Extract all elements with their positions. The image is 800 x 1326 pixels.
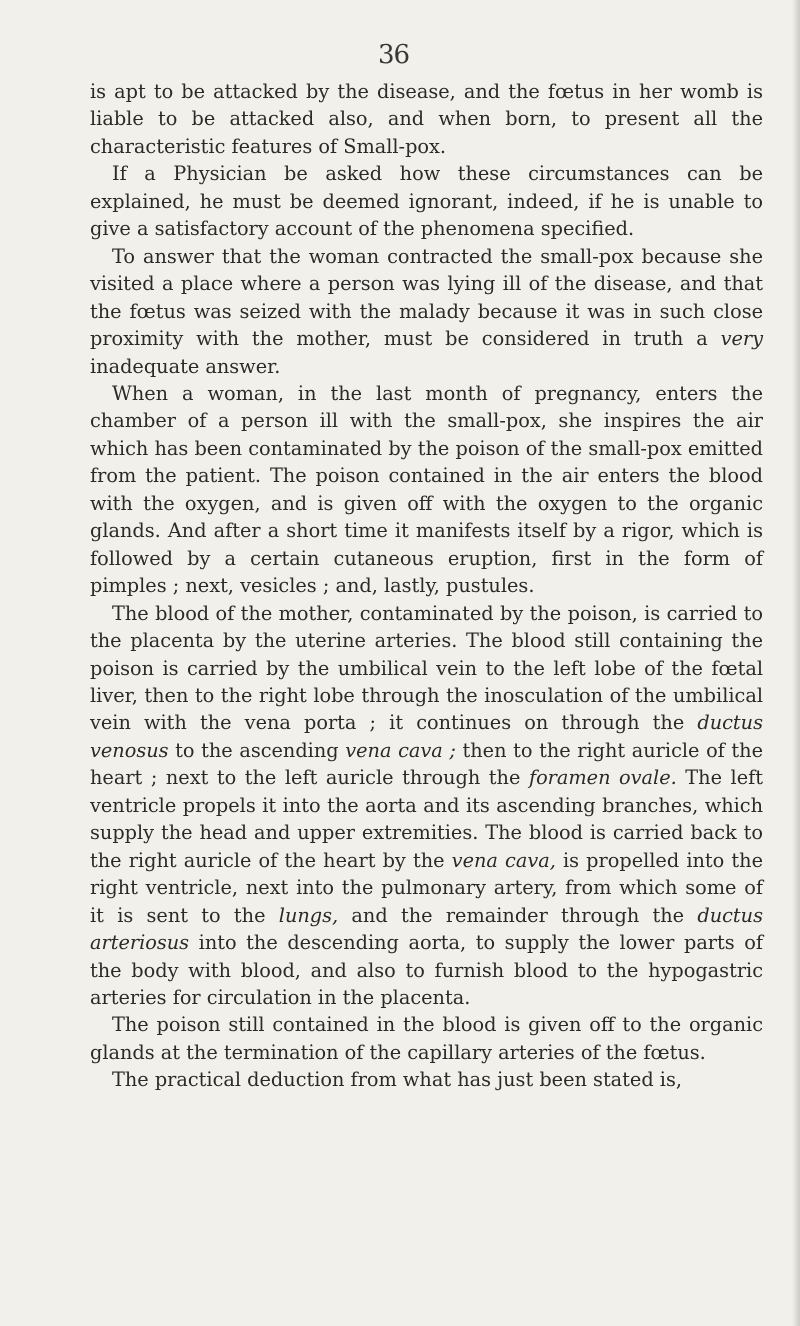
page-edge-shadow xyxy=(792,0,800,1326)
paragraph-5-text: The blood of the mother, contaminated by the poison, is carried to the placenta by the uterine arteries. The blood still containing the poison is carried by the umbilical vein to the left lobe of the fœtal liver, then to the right lobe through the inosculation of the umbilical vein with the vena porta ; it continues on through the xyxy=(90,601,763,735)
paragraph-5 xyxy=(90,600,763,1012)
paragraph-6: The poison still contained in the blood is given off to the organic glands at the termination of the capillary arteries of the fœtus. xyxy=(90,1013,763,1064)
paragraph-5-t5: and the remainder through the xyxy=(338,903,698,927)
term-vena-cava-2: vena cava, xyxy=(451,848,556,872)
page-number: 36 xyxy=(378,40,410,70)
paragraph-7: The practical deduction from what has just been stated is, xyxy=(112,1068,683,1092)
term-foramen-ovale: foramen ovale. xyxy=(528,766,677,790)
paragraph-5-t4: is propelled into the right ventricle, next into the pulmonary artery, from which some of it is sent to the xyxy=(90,848,763,927)
paragraph-3-text: To answer that the woman contracted the small-pox because she visited a place where a person was lying ill of the disease, and that the fœtus was seized with the malady because it was in such close proximity with the mother, must be considered in truth a xyxy=(90,244,763,351)
paragraph-5-t2: then to the right auricle of the heart ; next to the left auricle through the xyxy=(90,738,763,790)
term-lungs: lungs, xyxy=(278,903,339,927)
paragraph-4: When a woman, in the last month of pregnancy, enters the chamber of a person ill with the small-pox, she inspires the air which has been contaminated by the poison of the small-pox emitted from the patient. The poison contained in the air enters the blood with the oxygen, and is given off with the oxygen to the organic glands. And after a short time it manifests itself by a rigor, which is followed by a certain cutaneous eruption, first in the form of pimples ; next, vesicles ; and, lastly, pustules. xyxy=(90,381,763,598)
term-ductus-arteriosus: ductus arteriosus xyxy=(90,903,763,955)
paragraph-3-tail: inadequate answer. xyxy=(90,354,281,378)
paragraph-1: is apt to be attacked by the disease, and the fœtus in her womb is liable to be attacked also, and when born, to present all the characteristic features of Small-pox. xyxy=(90,80,763,158)
paragraph-5-t1: to the ascending xyxy=(168,738,346,762)
emphasis-very: very xyxy=(720,327,763,351)
body-text xyxy=(90,78,763,1094)
paragraph-5-t6: into the descending aorta, to supply the lower parts of the body with blood, and also to furnish blood to the hypogastric arteries for circulation in the placenta. xyxy=(90,931,763,1009)
paragraph-2: If a Physician be asked how these circumstances can be explained, he must be deemed ignorant, indeed, if he is unable to give a satisfactory account of the phenomena specified. xyxy=(90,162,763,241)
paragraph-3 xyxy=(90,243,763,380)
term-vena-cava-1: vena cava ; xyxy=(345,738,456,762)
paragraph-5-t3: The left ventricle propels it into the aorta and its ascending branches, which supply the head and upper extremities. The blood is carried back to the right auricle of the heart by the xyxy=(90,766,763,872)
term-ductus-venosus: ductus venosus xyxy=(90,711,763,762)
